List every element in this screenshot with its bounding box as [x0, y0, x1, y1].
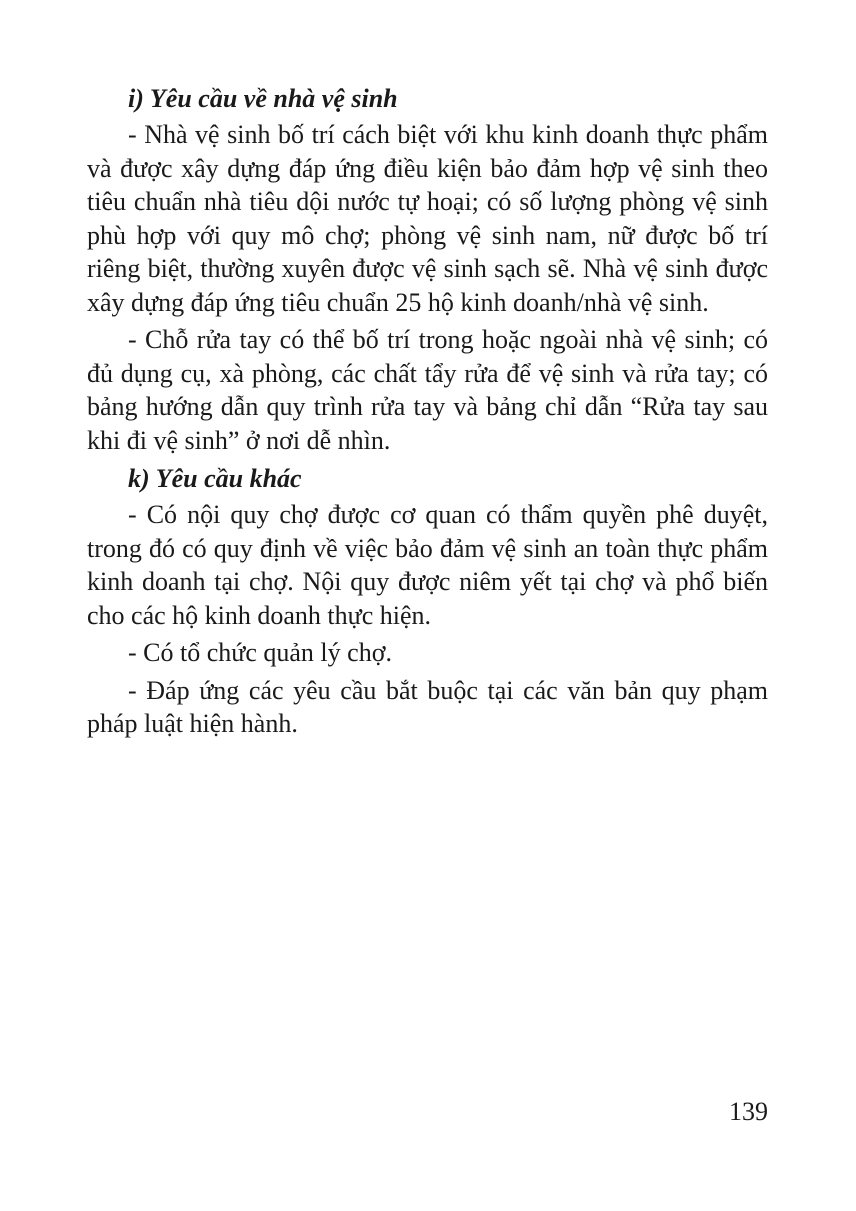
section-i-paragraph-1: - Nhà vệ sinh bố trí cách biệt với khu kinh doanh thực phẩm và được xây dựng đáp ứng điều kiện bảo đảm hợp vệ sinh theo tiêu chuẩn nhà tiêu dội nước tự hoại; có số lượng phòng vệ sinh phù hợp với quy mô chợ; phòng vệ sinh nam, nữ được bố trí riêng biệt, thường xuyên được vệ sinh sạch sẽ. Nhà vệ sinh được xây dựng đáp ứng tiêu chuẩn 25 hộ kinh doanh/nhà vệ sinh. — [87, 120, 768, 317]
section-heading-k: k) Yêu cầu khác — [128, 464, 302, 493]
section-i-paragraph-2: - Chỗ rửa tay có thể bố trí trong hoặc ngoài nhà vệ sinh; có đủ dụng cụ, xà phòng, các chất tẩy rửa để vệ sinh và rửa tay; có bảng hướng dẫn quy trình rửa tay và bảng chỉ dẫn “Rửa tay sau khi đi vệ sinh” ở nơi dễ nhìn. — [87, 325, 768, 455]
page-content — [87, 82, 768, 741]
section-heading-i: i) Yêu cầu về nhà vệ sinh — [128, 84, 398, 113]
page-number: 139 — [729, 1097, 768, 1126]
section-k-paragraph-1: - Có nội quy chợ được cơ quan có thẩm quyền phê duyệt, trong đó có quy định về việc bảo đảm vệ sinh an toàn thực phẩm kinh doanh tại chợ. Nội quy được niêm yết tại chợ và phổ biến cho các hộ kinh doanh thực hiện. — [87, 500, 768, 630]
section-k-paragraph-2: - Có tổ chức quản lý chợ. — [128, 638, 392, 667]
section-k-paragraph-3: - Đáp ứng các yêu cầu bắt buộc tại các văn bản quy phạm pháp luật hiện hành. — [87, 675, 768, 738]
